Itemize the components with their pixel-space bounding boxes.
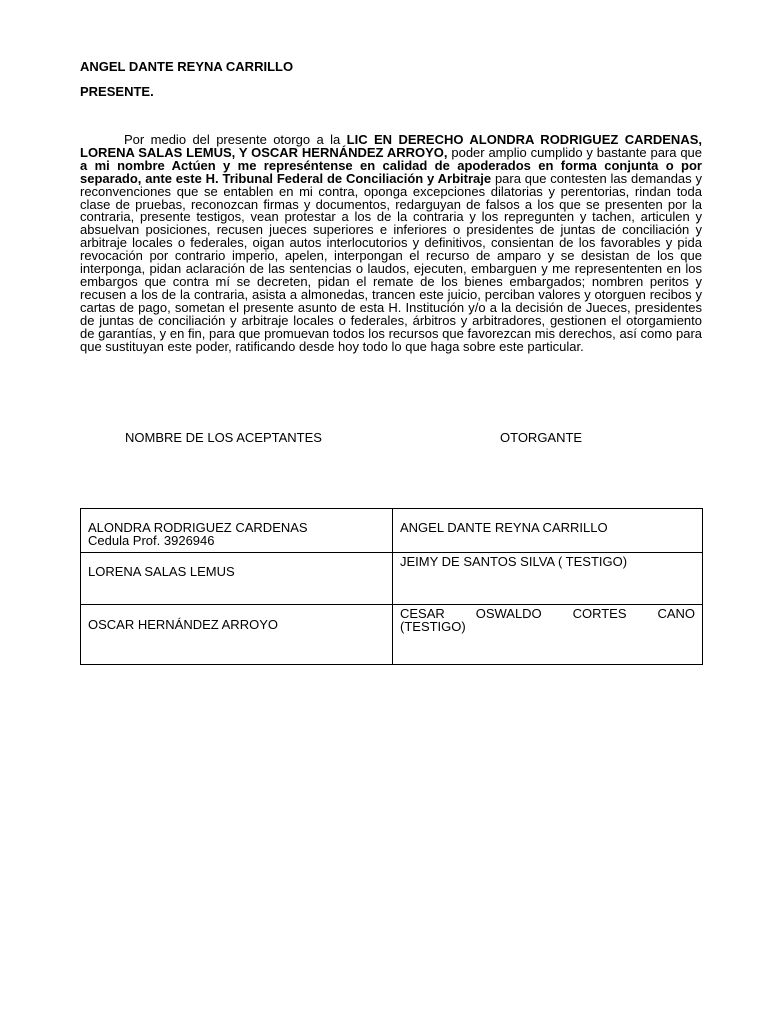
paragraph-intro: Por medio del presente otorgo a la [124,132,347,147]
signer-name: LORENA SALAS LEMUS [88,564,235,579]
signature-cell [393,509,703,553]
greeting-heading: PRESENTE. [80,84,154,99]
signature-table [80,508,703,665]
table-row [81,509,703,553]
power-of-attorney-paragraph [80,134,702,353]
signer-detail: Cedula Prof. 3926946 [88,533,215,548]
acceptants-label: NOMBRE DE LOS ACEPTANTES [125,430,322,445]
signature-cell [81,509,393,553]
signer-role: (TESTIGO) [400,619,466,634]
signature-cell [81,605,393,665]
attorneys-names: LIC EN DERECHO ALONDRA RODRIGUEZ CARDENAS, LORENA SALAS LEMUS, Y OSCAR HERNÁNDEZ ARROYO, [80,132,702,160]
signer-name: CESAR OSWALDO CORTES CANO [400,606,695,621]
signature-cell [393,553,703,605]
signer-name: OSCAR HERNÁNDEZ ARROYO [88,617,278,632]
grantor-label: OTORGANTE [500,430,583,445]
signature-cell [81,553,393,605]
table-row [81,553,703,605]
signer-name: JEIMY DE SANTOS SILVA ( TESTIGO) [400,554,628,569]
signer-name: ANGEL DANTE REYNA CARRILLO [400,520,608,535]
table-row [81,605,703,665]
representation-clause: a mi nombre Actúen y me represéntense en calidad de apoderados en forma conjunta o por separado, ante este H. Tribunal Federal de Conciliación y Arbitraje [80,157,702,186]
signature-cell [393,605,703,665]
paragraph-text-3: para que contesten las demandas y reconvenciones que se entablen en mi contra, oponga excepciones dilatorias y perentorias, rindan toda clase de pruebas, reconozcan firmas y documentos, redarguyan de falsos a los que se presenten por la contraria, presente testigos, vean protestar a los de la contraria y los repregunten y tachen, articulen y absuelvan posiciones, recusen jueces superiores e inferiores o presidentes de juntas de conciliación y arbitraje locales o federales, oigan autos interlocutorios y definitivos, consientan de los favorables y pida revocación por contrario imperio, apelen, interpongan el recurso de amparo y se desistan de los que interponga, pidan aclaración de las sentencias o laudos, ejecuten, embarguen y me represententen en los embargos que contra mí se decreten, pidan el remate de los bienes embargados; nombren peritos y recusen a los de la contraria, asista a almonedas, trancen este juicio, perciban valores y otorguen recibos y cartas de pago, sometan el presente asunto de esta H. Institución y/o a la decisión de Jueces, presidentes de juntas de conciliación y arbitraje locales o federales, árbitros y arbitradores, gestionen el otorgamiento de garantías, y en fin, para que promuevan todos los recursos que favorezcan mis derechos, así como para que sustituyan este poder, ratificando desde hoy todo lo que haga sobre este particular. [80,170,702,354]
signer-name: ALONDRA RODRIGUEZ CARDENAS [88,520,308,535]
paragraph-text-2: poder amplio cumplido y bastante para que [447,144,703,160]
addressee-heading: ANGEL DANTE REYNA CARRILLO [80,59,294,74]
